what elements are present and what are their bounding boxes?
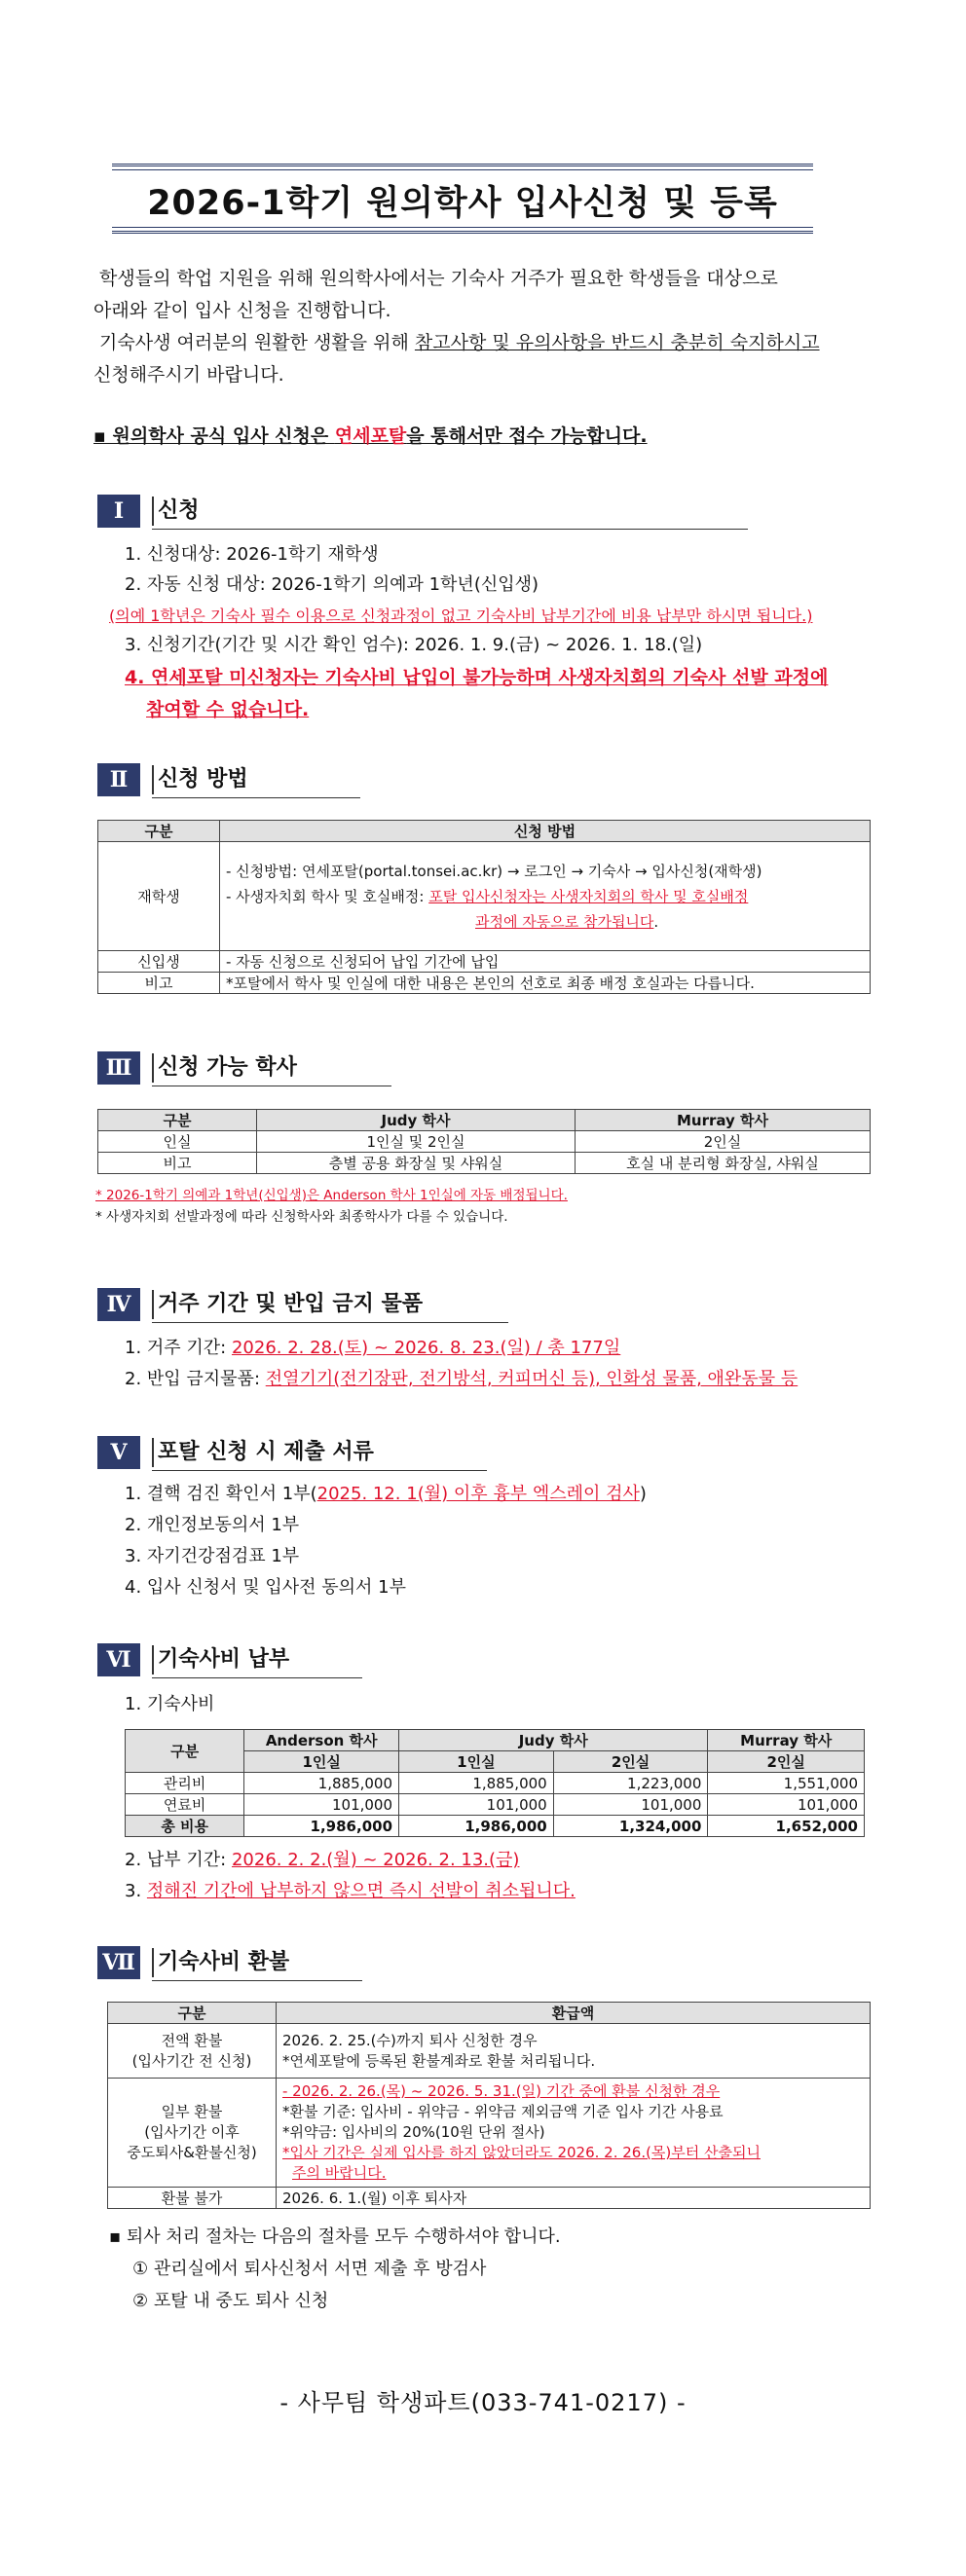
fee-value: 101,000 — [708, 1794, 865, 1816]
section-number: Ⅱ — [97, 763, 140, 796]
table-header: 구분 — [126, 1730, 244, 1773]
line-highlight: 정해진 기간에 납부하지 않으면 즉시 선발이 취소됩니다. — [146, 1881, 576, 1901]
table-header: 환급액 — [277, 2003, 871, 2024]
fee-value: 1,885,000 — [244, 1773, 399, 1794]
section-title: 포탈 신청 시 제출 서류 — [158, 1440, 374, 1464]
section-number: Ⅵ — [97, 1643, 140, 1676]
withdraw-procedure: ▪ 퇴사 처리 절차는 다음의 절차를 모두 수행하셔야 합니다. — [109, 2226, 561, 2247]
label-text: 전액 환불 — [161, 2031, 223, 2049]
row-label: 비고 — [98, 973, 220, 994]
label-text: (입사기간 전 신청) — [131, 2051, 252, 2070]
s4-line-1 — [125, 1336, 620, 1361]
table-cell: 1인실 및 2인실 — [257, 1131, 576, 1153]
line-highlight: 전열기기(전기장판, 전기방석, 커피머신 등), 인화성 물품, 애완동물 등 — [265, 1369, 799, 1389]
row-label: 관리비 — [126, 1773, 244, 1794]
row-label: 총 비용 — [126, 1816, 244, 1837]
refund-highlight: 주의 바랍니다. — [292, 2164, 387, 2182]
row-label: 재학생 — [98, 842, 220, 951]
table-cell: 인실 — [98, 1131, 257, 1153]
fee-value: 101,000 — [244, 1794, 399, 1816]
withdraw-step-2: ② 포탈 내 중도 퇴사 신청 — [132, 2291, 329, 2311]
s6-line-3 — [125, 1879, 576, 1904]
refund-table — [107, 2002, 871, 2209]
table-header: Judy 학사 — [257, 1110, 576, 1131]
line-text: 1. 거주 기간: — [125, 1338, 232, 1358]
s5-line-2: 2. 개인정보동의서 1부 — [125, 1515, 300, 1535]
section-number: Ⅶ — [97, 1946, 140, 1979]
refund-line: 2026. 2. 25.(수)까지 퇴사 신청한 경우 — [282, 2031, 538, 2049]
method-line: - 사생자치회 학사 및 호실배정: — [226, 887, 429, 905]
line-highlight: 2026. 2. 28.(토) ~ 2026. 8. 23.(일) / 총 177일 — [231, 1338, 621, 1358]
section-number: Ⅴ — [97, 1436, 140, 1469]
intro-text: 기숙사생 여러분의 원활한 생활을 위해 — [99, 332, 415, 353]
s4-line-2 — [125, 1367, 798, 1392]
dorm-note-2: * 사생자치회 선발과정에 따라 신청학사와 최종학사가 다를 수 있습니다. — [95, 1209, 508, 1225]
refund-line: *연세포탈에 등록된 환불계좌로 환불 처리됩니다. — [282, 2051, 596, 2070]
section-number: Ⅳ — [97, 1288, 140, 1321]
fee-table — [125, 1729, 865, 1837]
s5-line-4: 4. 입사 신청서 및 입사전 동의서 1부 — [125, 1577, 406, 1598]
fee-value: 1,223,000 — [553, 1773, 708, 1794]
row-label: 연료비 — [126, 1794, 244, 1816]
row-content — [277, 2079, 871, 2188]
line-text: 3. — [125, 1881, 147, 1901]
label-text: 일부 환불 — [161, 2103, 223, 2120]
intro-paragraph-1 — [93, 263, 892, 327]
row-content: - 자동 신청으로 신청되어 납입 기간에 납입 — [220, 951, 871, 973]
row-label — [108, 2079, 277, 2188]
table-cell: 비고 — [98, 1153, 257, 1174]
fee-value: 101,000 — [399, 1794, 554, 1816]
table-subheader: 2인실 — [553, 1751, 708, 1773]
portal-notice — [93, 421, 892, 453]
s1-line-2-note: (의예 1학년은 기숙사 필수 이용으로 신청과정이 없고 기숙사비 납부기간에 비용 납부만 하시면 됩니다.) — [109, 607, 813, 625]
s1-line-1: 1. 신청대상: 2026-1학기 재학생 — [125, 544, 379, 565]
section-title: 기숙사비 환불 — [158, 1950, 290, 1974]
refund-highlight: - 2026. 2. 26.(목) ~ 2026. 5. 31.(일) 기간 중에 환불 신청한 경우 — [282, 2082, 721, 2100]
fee-total: 1,324,000 — [553, 1816, 708, 1837]
s6-line-2 — [125, 1848, 519, 1873]
dorm-note-1: * 2026-1학기 의예과 1학년(신입생)은 Anderson 학사 1인실에 자동 배정됩니다. — [95, 1188, 568, 1203]
table-header: 구분 — [108, 2003, 277, 2024]
line-text: ) — [639, 1484, 647, 1504]
section-title: 신청 — [158, 498, 200, 523]
s1-line-4b: 참여할 수 없습니다. — [146, 699, 310, 720]
row-content — [220, 842, 871, 951]
section-title: 신청 가능 학사 — [158, 1055, 297, 1080]
table-header: 신청 방법 — [220, 821, 871, 842]
s5-line-3: 3. 자기건강점검표 1부 — [125, 1546, 300, 1566]
intro-text: 아래와 같이 입사 신청을 진행합니다. — [93, 300, 391, 321]
line-highlight: 2026. 2. 2.(월) ~ 2026. 2. 13.(금) — [231, 1850, 520, 1870]
method-line: . — [653, 912, 659, 931]
title-box — [112, 164, 813, 234]
refund-line: *환불 기준: 입사비 - 위약금 - 위약금 제외금액 기준 입사 기간 사용료 — [282, 2103, 724, 2120]
method-line: - 신청방법: 연세포탈(portal.tonsei.ac.kr) → 로그인 → 기숙사 → 입사신청(재학생) — [226, 862, 762, 880]
s1-line-4: 4. 연세포탈 미신청자는 기숙사비 납입이 불가능하며 사생자치회의 기숙사 선발 과정에 — [125, 667, 829, 688]
line-text: 1. 결핵 검진 확인서 1부( — [125, 1484, 317, 1504]
line-text: 2. 납부 기간: — [125, 1850, 232, 1870]
table-subheader: 1인실 — [244, 1751, 399, 1773]
label-text: (입사기간 이후 — [144, 2123, 240, 2141]
notice-portal-name: 연세포탈 — [334, 425, 407, 447]
label-text: 중도퇴사&환불신청) — [127, 2144, 257, 2161]
fee-value: 1,885,000 — [399, 1773, 554, 1794]
table-subheader: 2인실 — [708, 1751, 865, 1773]
table-header: 구분 — [98, 821, 220, 842]
notice-text: 을 통해서만 접수 가능합니다. — [406, 425, 648, 447]
table-subheader: 1인실 — [399, 1751, 554, 1773]
application-method-table — [97, 820, 871, 994]
intro-text: 학생들의 학업 지원을 위해 원의학사에서는 기숙사 거주가 필요한 학생들을 대상으로 — [99, 268, 778, 289]
row-label: 신입생 — [98, 951, 220, 973]
intro-paragraph-2 — [93, 327, 892, 391]
page-title: 2026-1학기 원의학사 입사신청 및 등록 — [147, 184, 778, 223]
row-label — [108, 2024, 277, 2079]
refund-line: *위약금: 입사비의 20%(10원 단위 절사) — [282, 2123, 545, 2141]
table-cell: 호실 내 분리형 화장실, 샤워실 — [576, 1153, 871, 1174]
row-content: 2026. 6. 1.(월) 이후 퇴사자 — [277, 2188, 871, 2209]
table-header: Murray 학사 — [708, 1730, 865, 1751]
intro-underlined: 참고사항 및 유의사항을 반드시 충분히 숙지하시고 — [414, 332, 820, 353]
table-cell: 층별 공용 화장실 및 샤워실 — [257, 1153, 576, 1174]
table-header: Judy 학사 — [399, 1730, 708, 1751]
table-header: 구분 — [98, 1110, 257, 1131]
dormitory-table — [97, 1109, 871, 1174]
section-title: 기숙사비 납부 — [158, 1647, 290, 1672]
method-highlight: 포탈 입사신청자는 사생자치회의 학사 및 호실배정 — [428, 887, 749, 905]
table-header: Anderson 학사 — [244, 1730, 399, 1751]
row-content — [277, 2024, 871, 2079]
s6-line-1: 1. 기숙사비 — [125, 1694, 215, 1714]
row-label: 환불 불가 — [108, 2188, 277, 2209]
s5-line-1 — [125, 1482, 647, 1507]
section-number: Ⅲ — [97, 1051, 140, 1085]
s1-line-3: 3. 신청기간(기간 및 시간 확인 엄수): 2026. 1. 9.(금) ~ 2026. 1. 18.(일) — [125, 635, 703, 655]
table-cell: 2인실 — [576, 1131, 871, 1153]
fee-total: 1,986,000 — [244, 1816, 399, 1837]
row-content: *포탈에서 학사 및 인실에 대한 내용은 본인의 선호로 최종 배정 호실과는 다릅니다. — [220, 973, 871, 994]
section-title: 신청 방법 — [158, 767, 248, 791]
s1-line-2: 2. 자동 신청 대상: 2026-1학기 의예과 1학년(신입생) — [125, 574, 539, 595]
contact-footer: - 사무팀 학생파트(033-741-0217) - — [279, 2389, 687, 2416]
fee-value: 101,000 — [553, 1794, 708, 1816]
table-header: Murray 학사 — [576, 1110, 871, 1131]
fee-value: 1,551,000 — [708, 1773, 865, 1794]
intro-text: 신청해주시기 바랍니다. — [93, 364, 284, 386]
refund-highlight: *입사 기간은 실제 입사를 하지 않았더라도 2026. 2. 26.(목)부터 산출되니 — [282, 2144, 761, 2161]
section-title: 거주 기간 및 반입 금지 물품 — [158, 1292, 424, 1316]
line-highlight: 2025. 12. 1(월) 이후 흉부 엑스레이 검사 — [316, 1484, 640, 1504]
fee-total: 1,652,000 — [708, 1816, 865, 1837]
withdraw-step-1: ① 관리실에서 퇴사신청서 서면 제출 후 방검사 — [132, 2259, 487, 2279]
fee-total: 1,986,000 — [399, 1816, 554, 1837]
notice-text: ▪ 원의학사 공식 입사 신청은 — [93, 425, 335, 447]
section-number: Ⅰ — [97, 495, 140, 528]
line-text: 2. 반입 금지물품: — [125, 1369, 266, 1389]
method-highlight: 과정에 자동으로 참가됩니다 — [475, 912, 654, 931]
